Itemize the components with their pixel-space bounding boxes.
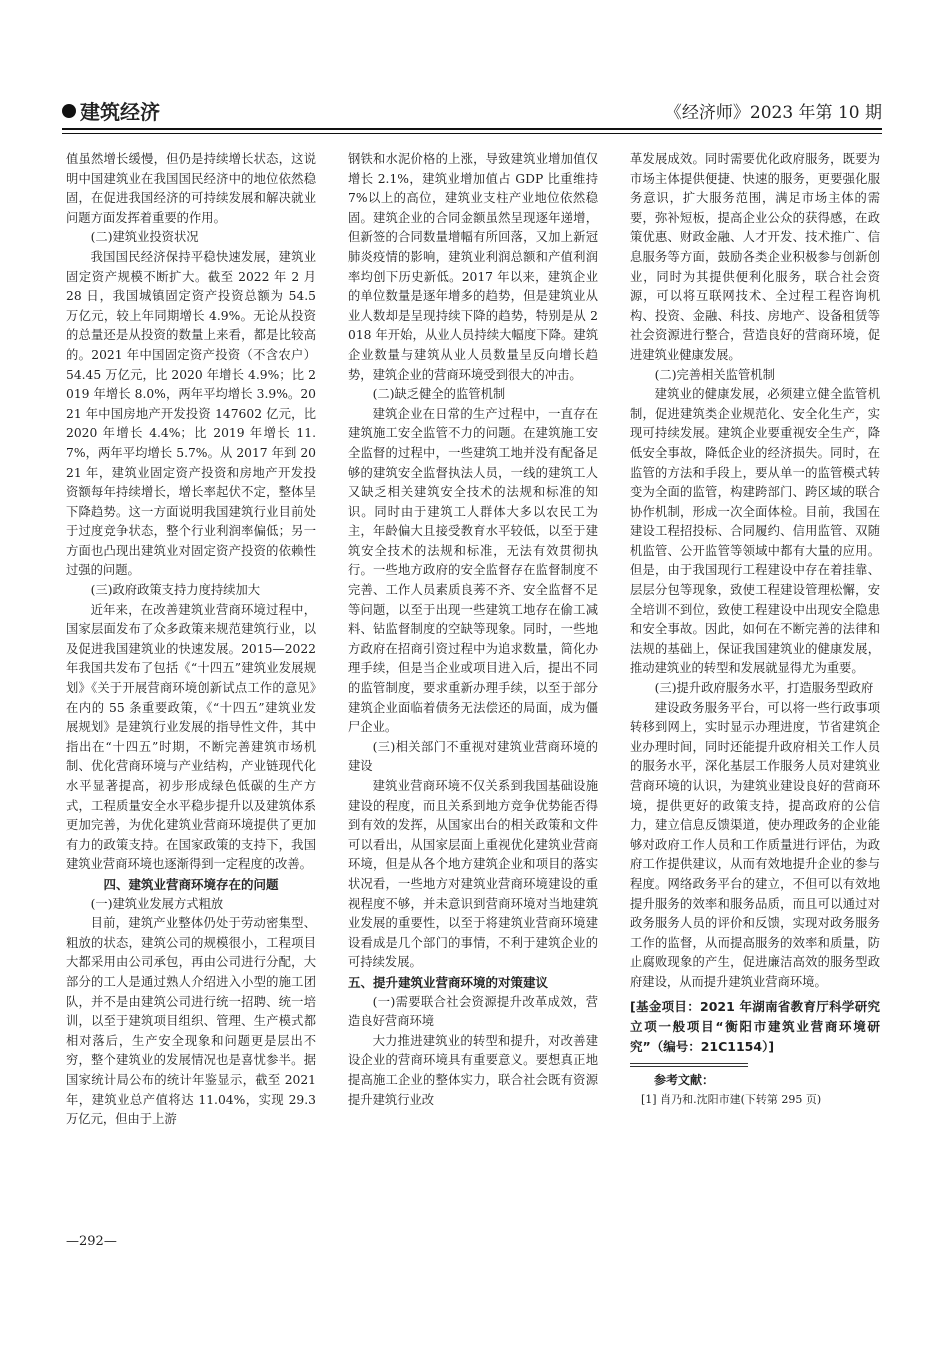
subsection-heading: (三)提升政府服务水平，打造服务型政府: [654, 681, 874, 696]
paragraph: 目前，建筑产业整体仍处于劳动密集型、粗放的状态，建筑公司的规模很小，工程项目大都采用由公司承包，再由公司进行分配，大部分的工人是通过熟人介绍进入小型的施工团队，并不是由建筑公司进行统一招聘、统一培训，以至于建筑项目组织、管理、生产模式都相对落后，生产安全现象和问题更是层出不穷，整个建筑业的发展情况也是喜忧参半。据国家统计局公布的统计年鉴显示，截至 2021 年，建筑业总产值将达 11.04%，实现 29.3 万亿元，但由于上游: [66, 916, 316, 1127]
header-rule-thin: [62, 133, 882, 134]
column-3-body: [630, 150, 880, 993]
subsection-heading: (三)相关部门不重视对建筑业营商环境的建设: [348, 739, 598, 774]
paragraph: 值虽然增长缓慢，但仍是持续增长状态，这说明中国建筑业在我国国民经济中的地位依然稳固，在促进我国经济的可持续发展和解决就业问题方面发挥着重要的作用。: [66, 152, 316, 225]
paragraph: 建筑企业在日常的生产过程中，一直存在建筑施工安全监管不力的问题。在建筑施工安全监督的过程中，一些建筑工地并没有配备足够的建筑安全监督执法人员，一线的建筑工人又缺乏相关建筑安全技术的法规和标准的知识。同时由于建筑工人群体大多以农民工为主，年龄偏大且接受教育水平较低，以至于建筑安全技术的法规和标准，无法有效贯彻执行。一些地方政府的安全监督存在监督制度不完善、工作人员素质良莠不齐、安全监督不足等问题，以至于出现一些建筑工地存在偷工减料、钻监督制度的空缺等现象。同时，一些地方政府在招商引资过程中为追求数量，简化办理手续，但是当企业或项目进入后，提出不同的监管制度，要求重新办理手续，以至于部分建筑企业面临着债务无法偿还的局面，成为僵尸企业。: [348, 406, 598, 735]
section-title-text: 建筑经济: [80, 100, 160, 124]
paragraph: 我国国民经济保持平稳快速发展，建筑业固定资产规模不断扩大。截至 2022 年 2 月 28 日，我国城镇固定资产投资总额为 54.5 万亿元，较上年同期增长 4.9%。无论从投资的总量还是从投资的数量上来看，都是比较高的。2021 年中国固定资产投资（不含农户）54.45 万亿元，比 2020 年增长 4.9%；比 2019 年增长 8.0%，两年平均增长 3.9%。2021 年中国房地产开发投资 147602 亿元，比 2020 年增长 4.4%；比 2019 年增长 11.7%，两年平均增长 5.7%。从 2017 年到 2021 年，建筑业固定资产投资和房地产开发投资额每年持续增长，增长率起伏不定，整体呈下降趋势。这一方面说明我国建筑行业目前处于过度竞争状态，整个行业利润率偏低；另一方面也凸现出建筑业对固定资产投资的依赖性过强的问题。: [66, 249, 316, 578]
page-header: [62, 96, 882, 126]
subsection-heading: (二)建筑业投资状况: [90, 230, 199, 245]
section-heading: 四、建筑业营商环境存在的问题: [103, 876, 279, 892]
page-number: —292—: [66, 1234, 117, 1249]
references-heading: 参考文献：: [654, 1072, 715, 1087]
column-1: [66, 150, 316, 1130]
subsection-heading: (一)需要联合社会资源提升改革成效，营造良好营商环境: [348, 994, 598, 1029]
paragraph: 建筑业的健康发展，必须建立健全监管机制，促进建筑类企业规范化、安全化生产，实现可持续发展。建筑企业要重视安全生产，降低安全事故，降低企业的经济损失。同时，在监管的方法和手段上，要从单一的监管模式转变为全面的监管，构建跨部门、跨区域的联合协作机制，形成一次全面体检。目前，我国在建设工程招投标、合同履约、信用监管、双随机监管、公开监管等领域中都有大量的应用。但是，由于我国现行工程建设中存在着挂靠、层层分包等现象，致使工程建设管理松懈，安全培训不到位，致使工程建设中出现安全隐患和安全事故。因此，如何在不断完善的法律和法规的基础上，保证我国建筑业的健康发展，推动建筑业的转型和发展就显得尤为重要。: [630, 387, 880, 676]
subsection-heading: (二)缺乏健全的监管机制: [372, 387, 506, 402]
paragraph: 钢铁和水泥价格的上涨，导致建筑业增加值仅增长 2.1%，建筑业增加值占 GDP 比重维持 7%以上的高位，建筑业支柱产业地位依然稳固。建筑企业的合同金额虽然呈现逐年递增，但新签的合同数量增幅有所回落，又加上新冠肺炎疫情的影响，建筑业利润总额和产值利润率均创下历史新低。2017 年以来，建筑企业的单位数量是逐年增多的趋势，但是建筑业从业人数却是呈现持续下降的趋势，特别是从 2018 年开始，从业人员持续大幅度下降。建筑企业数量与建筑从业人员数量呈反向增长趋势，建筑企业的营商环境受到很大的冲击。: [348, 152, 598, 382]
column-3: [630, 150, 880, 1110]
column-2: [348, 150, 598, 1110]
section-title: [62, 96, 160, 125]
paragraph: 近年来，在改善建筑业营商环境过程中，国家层面发布了众多政策来规范建筑行业，以及促进我国建筑业的快速发展。2015—2022 年我国共发布了包括《“十四五”建筑业发展规划》《关于开展营商环境创新试点工作的意见》在内的 55 条重要政策，《“十四五”建筑业发展规划》是建筑行业发展的指导性文件，其中指出在“十四五”时期，不断完善建筑市场机制、优化营商环境与产业结构，产业链现代化水平显著提高，初步形成绿色低碳的生产方式，工程质量安全水平稳步提升以及建筑体系更加完善，为优化建筑业营商环境提供了更加有力的政策支持。在国家政策的支持下，我国建筑业营商环境也逐渐得到一定程度的改善。: [66, 602, 316, 872]
bullet-icon: [62, 104, 76, 118]
paragraph: 建设政务服务平台，可以将一些行政事项转移到网上，实时显示办理进度，节省建筑企业办理时间，同时还能提升政府相关工作人员的服务水平，深化基层工作服务人员对建筑业营商环境的认识，为建筑业建设良好的营商环境，提供更好的政策支持，提高政府的公信力，建立信息反馈渠道，使办理政务的企业能够对政府工作人员和工作质量进行评估，为政府工作提供建议，从而有效地提升企业的参与程度。网络政务平台的建立，不但可以有效地提升服务的效率和服务品质，而且可以通过对政务服务人员的评价和反馈，实现对政务服务工作的监督，从而提高服务的效率和质量，防止腐败现象的产生，促进廉洁高效的服务型政府建设，从而提升建筑业营商环境。: [630, 700, 880, 989]
references-rule: [630, 1063, 748, 1067]
subsection-heading: (三)政府政策支持力度持续加大: [90, 583, 261, 598]
fund-note: [基金项目：2021 年湖南省教育厅科学研究立项一般项目“衡阳市建筑业营商环境研究”（编号：21C1154）]: [630, 998, 880, 1054]
paragraph: 大力推进建筑业的转型和提升，对改善建设企业的营商环境具有重要意义。要想真正地提高施工企业的整体实力，联合社会既有资源提升建筑行业改: [348, 1033, 598, 1107]
subsection-heading: (二)完善相关监管机制: [654, 367, 775, 382]
subsection-heading: (一)建筑业发展方式粗放: [90, 896, 224, 911]
header-rule: [62, 128, 882, 130]
section-heading: 五、提升建筑业营商环境的对策建议: [348, 974, 549, 990]
paragraph: 建筑业营商环境不仅关系到我国基础设施建设的程度，而且关系到地方竞争优势能否得到有效的发挥，从国家出台的相关政策和文件可以看出，从国家层面上重视优化建筑业营商环境，但是从各个地方建筑企业和项目的落实状况看，一些地方对建筑业营商环境建设的重视程度不够，并未意识到营商环境对当地建筑业发展的重要性，以至于将建筑业营商环境建设看成是几个部门的事情，不利于建筑企业的可持续发展。: [348, 779, 598, 970]
journal-issue: 《经济师》2023 年第 10 期: [664, 103, 882, 123]
reference-item: [1] 肖乃和.沈阳市建(下转第 295 页): [641, 1093, 822, 1107]
paragraph: 革发展成效。同时需要优化政府服务，既要为市场主体提供便捷、快速的服务，更要强化服务意识，扩大服务范围，满足市场主体的需要，弥补短板，提高企业公众的获得感，在政策优惠、财政金融、人才开发、技术推广、信息服务等方面，鼓励各类企业积极参与创新创业，同时为其提供便利化服务，联合社会资源，可以将互联网技术、全过程工程咨询机构、投资、金融、科技、房地产、设备租赁等社会资源进行整合，营造良好的营商环境，促进建筑业健康发展。: [630, 152, 880, 362]
